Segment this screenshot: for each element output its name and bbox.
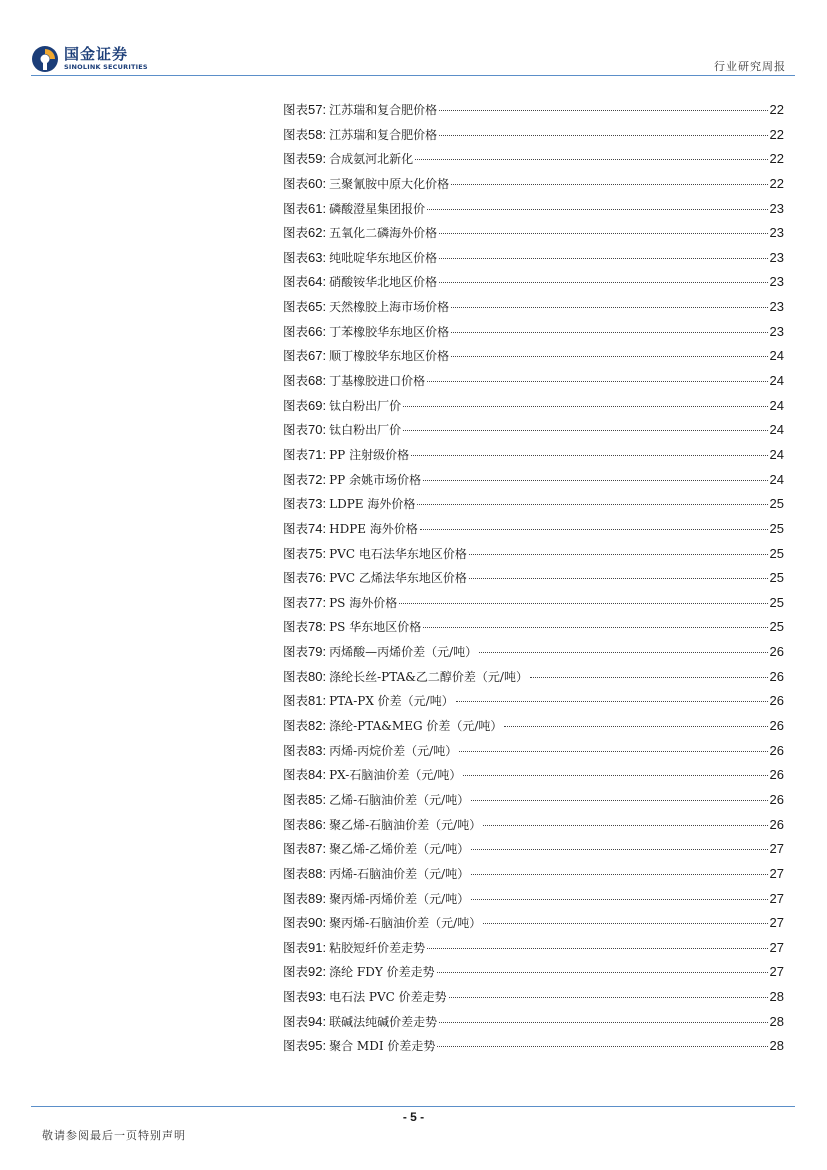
toc-entry-colon: : — [322, 175, 327, 191]
toc-entry-leader — [439, 135, 767, 136]
toc-entry-prefix: 图表 — [283, 594, 309, 610]
toc-entry-leader — [451, 307, 767, 308]
toc-entry-colon: : — [322, 446, 327, 462]
toc-entry-colon: : — [322, 225, 327, 241]
footer-disclaimer: 敬请参阅最后一页特别声明 — [42, 1129, 186, 1142]
toc-entry-prefix: 图表 — [283, 323, 309, 339]
toc-entry-page: 26 — [769, 644, 784, 660]
toc-entry-number: 82 — [308, 718, 323, 734]
toc-entry-number: 90 — [308, 915, 323, 931]
toc-entry-prefix: 图表 — [283, 964, 309, 980]
toc-entry-title: HDPE 海外价格 — [329, 521, 418, 536]
toc-entry-page: 23 — [769, 299, 784, 315]
toc-entry-title: 钛白粉出厂价 — [329, 423, 402, 438]
toc-entry-title: 天然橡胶上海市场价格 — [329, 300, 450, 315]
toc-entry-title: PVC 乙烯法华东地区价格 — [329, 571, 467, 586]
toc-entry-page: 28 — [769, 1038, 784, 1054]
toc-entry-page: 25 — [769, 496, 784, 512]
toc-entry-prefix: 图表 — [283, 668, 309, 684]
toc-entry-leader — [449, 997, 768, 998]
toc-entry-prefix: 图表 — [283, 1038, 309, 1054]
toc-entry-leader — [427, 381, 767, 382]
toc-entry-title: 粘胶短纤价差走势 — [329, 940, 426, 955]
toc-entry-title: 聚乙烯-乙烯价差（元/吨） — [329, 842, 470, 857]
toc-entry-colon: : — [322, 767, 327, 783]
toc-entry[interactable] — [283, 691, 784, 716]
toc-entry-colon: : — [322, 816, 327, 832]
toc-entry-page: 26 — [769, 742, 784, 758]
toc-entry-number: 71 — [308, 446, 323, 462]
toc-entry-page: 24 — [769, 446, 784, 462]
toc-entry-leader — [420, 529, 768, 530]
toc-entry-leader — [463, 775, 767, 776]
toc-entry-title: LDPE 海外价格 — [329, 497, 416, 512]
toc-entry[interactable] — [283, 149, 784, 174]
toc-entry-number: 88 — [308, 865, 323, 881]
toc-entry-prefix: 图表 — [283, 496, 309, 512]
toc-entry-title: 合成氨河北新化 — [329, 152, 414, 167]
logo-chinese-name: 国金证券 — [64, 45, 129, 64]
toc-entry-leader — [423, 480, 767, 481]
toc-entry[interactable] — [283, 987, 784, 1012]
toc-entry-leader — [399, 603, 767, 604]
toc-entry-colon: : — [322, 693, 327, 709]
toc-entry-page: 26 — [769, 816, 784, 832]
toc-entry-number: 58 — [308, 126, 323, 142]
toc-entry-title: 涤纶长丝-PTA&乙二醇价差（元/吨） — [329, 669, 528, 684]
toc-entry-page: 23 — [769, 200, 784, 216]
toc-entry-leader — [427, 948, 767, 949]
toc-entry-page: 24 — [769, 373, 784, 389]
toc-entry[interactable] — [283, 864, 784, 889]
toc-entry-page: 27 — [769, 939, 784, 955]
toc-entry-colon: : — [322, 496, 327, 512]
toc-entry-number: 68 — [308, 373, 323, 389]
toc-entry-prefix: 图表 — [283, 151, 309, 167]
toc-entry[interactable] — [283, 174, 784, 199]
toc-entry[interactable] — [283, 322, 784, 347]
toc-entry-leader — [483, 923, 767, 924]
toc-entry[interactable] — [283, 741, 784, 766]
toc-entry-page: 26 — [769, 718, 784, 734]
toc-entry-prefix: 图表 — [283, 422, 309, 438]
toc-entry-colon: : — [322, 299, 327, 315]
toc-entry-prefix: 图表 — [283, 175, 309, 191]
logo-mark-icon — [31, 45, 59, 73]
toc-entry-page: 24 — [769, 471, 784, 487]
toc-entry-colon: : — [322, 545, 327, 561]
toc-entry-prefix: 图表 — [283, 446, 309, 462]
toc-entry[interactable] — [283, 519, 784, 544]
toc-entry-leader — [403, 406, 767, 407]
toc-entry-number: 72 — [308, 471, 323, 487]
toc-entry-number: 59 — [308, 151, 323, 167]
toc-entry-page: 22 — [769, 151, 784, 167]
toc-entry-leader — [451, 356, 767, 357]
toc-entry-colon: : — [322, 373, 327, 389]
toc-entry-title: 江苏瑞和复合肥价格 — [329, 103, 438, 117]
toc-entry[interactable] — [283, 1036, 784, 1061]
toc-entry-colon: : — [322, 151, 327, 167]
toc-entry[interactable] — [283, 125, 784, 150]
toc-entry-colon: : — [322, 594, 327, 610]
toc-entry-title: PP 注射级价格 — [329, 447, 410, 462]
toc-entry[interactable] — [283, 962, 784, 987]
toc-entry-prefix: 图表 — [283, 1013, 309, 1029]
toc-entry-title: 丙烯酸—丙烯价差（元/吨） — [329, 645, 478, 660]
toc-entry-page: 23 — [769, 323, 784, 339]
toc-entry-number: 83 — [308, 742, 323, 758]
header-divider — [31, 75, 795, 76]
toc-entry-leader — [471, 800, 767, 801]
toc-entry-leader — [471, 849, 767, 850]
toc-entry-title: 纯吡啶华东地区价格 — [329, 250, 438, 265]
toc-entry-page: 22 — [769, 126, 784, 142]
toc-entry-colon: : — [322, 520, 327, 536]
toc-entry-page: 24 — [769, 397, 784, 413]
toc-entry-title: PVC 电石法华东地区价格 — [329, 546, 467, 561]
toc-entry-prefix: 图表 — [283, 915, 309, 931]
toc-entry-title: 丙烯-丙烷价差（元/吨） — [329, 743, 458, 758]
toc-entry-prefix: 图表 — [283, 570, 309, 586]
toc-entry-number: 73 — [308, 496, 323, 512]
toc-entry[interactable] — [283, 889, 784, 914]
toc-entry-number: 78 — [308, 619, 323, 635]
toc-entry-title: 钛白粉出厂价 — [329, 398, 402, 413]
toc-entry-leader — [427, 209, 767, 210]
toc-entry[interactable] — [283, 544, 784, 569]
toc-entry-page: 26 — [769, 767, 784, 783]
toc-entry[interactable] — [283, 100, 784, 125]
report-type: 行业研究周报 — [714, 60, 786, 73]
toc-entry-title: 聚丙烯-丙烯价差（元/吨） — [329, 891, 470, 906]
toc-entry[interactable] — [283, 593, 784, 618]
toc-entry-prefix: 图表 — [283, 718, 309, 734]
toc-entry[interactable] — [283, 396, 784, 421]
toc-entry-leader — [423, 627, 767, 628]
toc-entry[interactable] — [283, 420, 784, 445]
toc-entry-number: 64 — [308, 274, 323, 290]
toc-entry-title: 硝酸铵华北地区价格 — [329, 275, 438, 290]
toc-entry-title: 涤纶 FDY 价差走势 — [329, 965, 435, 980]
page-number: - 5 - — [402, 1110, 425, 1124]
toc-entry-prefix: 图表 — [283, 520, 309, 536]
toc-entry-number: 62 — [308, 225, 323, 241]
toc-entry-prefix: 图表 — [283, 890, 309, 906]
toc-entry-number: 91 — [308, 939, 323, 955]
toc-entry-prefix: 图表 — [283, 742, 309, 758]
toc-entry-title: PS 海外价格 — [329, 595, 398, 610]
toc-entry-leader — [479, 652, 767, 653]
toc-entry-page: 27 — [769, 915, 784, 931]
toc-entry-title: 聚乙烯-石脑油价差（元/吨） — [329, 817, 482, 832]
toc-entry-page: 27 — [769, 890, 784, 906]
toc-entry-number: 61 — [308, 200, 323, 216]
toc-entry-colon: : — [322, 939, 327, 955]
toc-entry-leader — [530, 677, 768, 678]
toc-entry-number: 86 — [308, 816, 323, 832]
toc-entry-leader — [469, 578, 768, 579]
toc-entry-colon: : — [322, 1013, 327, 1029]
toc-entry-page: 28 — [769, 989, 784, 1005]
toc-entry-colon: : — [322, 1038, 327, 1054]
toc-entry-page: 25 — [769, 545, 784, 561]
toc-entry-colon: : — [322, 718, 327, 734]
toc-entry-colon: : — [322, 865, 327, 881]
toc-entry[interactable] — [283, 790, 784, 815]
toc-entry-colon: : — [322, 989, 327, 1005]
toc-entry-colon: : — [322, 249, 327, 265]
footer-divider — [31, 1106, 795, 1107]
toc-entry-prefix: 图表 — [283, 619, 309, 635]
toc-entry[interactable] — [283, 617, 784, 642]
toc-entry-colon: : — [322, 397, 327, 413]
toc-entry[interactable] — [283, 1012, 784, 1037]
toc-entry-prefix: 图表 — [283, 299, 309, 315]
toc-entry-title: 乙烯-石脑油价差（元/吨） — [329, 792, 470, 807]
toc-entry-number: 80 — [308, 668, 323, 684]
toc-entry-prefix: 图表 — [283, 939, 309, 955]
toc-entry-colon: : — [322, 668, 327, 684]
toc-entry-page: 23 — [769, 225, 784, 241]
toc-entry-prefix: 图表 — [283, 791, 309, 807]
toc-entry-leader — [439, 1022, 767, 1023]
toc-entry[interactable] — [283, 716, 784, 741]
toc-entry-colon: : — [322, 619, 327, 635]
toc-entry-number: 95 — [308, 1038, 323, 1054]
toc-entry-colon: : — [322, 915, 327, 931]
toc-entry-colon: : — [322, 471, 327, 487]
toc-entry[interactable] — [283, 272, 784, 297]
toc-entry-leader — [437, 1046, 767, 1047]
toc-entry-number: 76 — [308, 570, 323, 586]
toc-entry-number: 63 — [308, 249, 323, 265]
toc-entry-leader — [471, 899, 767, 900]
toc-entry-page: 24 — [769, 422, 784, 438]
toc-entry-title: 联碱法纯碱价差走势 — [329, 1014, 438, 1029]
toc-entry-title: 丁基橡胶进口价格 — [329, 374, 426, 389]
toc-entry-colon: : — [322, 841, 327, 857]
toc-entry-colon: : — [322, 323, 327, 339]
toc-entry-leader — [483, 825, 767, 826]
toc-entry-prefix: 图表 — [283, 225, 309, 241]
toc-entry-title: 涤纶-PTA&MEG 价差（元/吨） — [329, 719, 503, 734]
toc-entry[interactable] — [283, 494, 784, 519]
toc-entry-prefix: 图表 — [283, 989, 309, 1005]
toc-entry-prefix: 图表 — [283, 841, 309, 857]
toc-entry[interactable] — [283, 815, 784, 840]
toc-entry-leader — [451, 184, 767, 185]
toc-entry-prefix: 图表 — [283, 471, 309, 487]
toc-entry-prefix: 图表 — [283, 373, 309, 389]
toc-entry-title: 丁苯橡胶华东地区价格 — [329, 324, 450, 339]
toc-entry-colon: : — [322, 890, 327, 906]
toc-entry-leader — [469, 554, 768, 555]
toc-entry-colon: : — [322, 422, 327, 438]
toc-entry-page: 22 — [769, 102, 784, 117]
toc-entry-title: 聚合 MDI 价差走势 — [329, 1039, 436, 1054]
toc-entry-title: 聚丙烯-石脑油价差（元/吨） — [329, 916, 482, 931]
toc-entry-colon: : — [322, 964, 327, 980]
toc-entry-number: 65 — [308, 299, 323, 315]
toc-entry-prefix: 图表 — [283, 274, 309, 290]
toc-entry-page: 25 — [769, 520, 784, 536]
toc-entry[interactable] — [283, 297, 784, 322]
toc-entry-prefix: 图表 — [283, 865, 309, 881]
toc-entry-number: 60 — [308, 175, 323, 191]
toc-entry-page: 26 — [769, 693, 784, 709]
toc-entry-leader — [403, 430, 767, 431]
toc-entry-colon: : — [322, 348, 327, 364]
toc-entry[interactable] — [283, 568, 784, 593]
toc-entry-leader — [437, 972, 768, 973]
toc-entry-number: 79 — [308, 644, 323, 660]
toc-entry-number: 85 — [308, 791, 323, 807]
toc-entry[interactable] — [283, 913, 784, 938]
toc-entry-title: 江苏瑞和复合肥价格 — [329, 127, 438, 142]
toc-entry[interactable] — [283, 642, 784, 667]
toc-entry-prefix: 图表 — [283, 767, 309, 783]
toc-entry-prefix: 图表 — [283, 816, 309, 832]
toc-entry-page: 25 — [769, 594, 784, 610]
toc-entry-page: 25 — [769, 619, 784, 635]
toc-entry-page: 28 — [769, 1013, 784, 1029]
toc-entry-number: 69 — [308, 397, 323, 413]
toc-entry-prefix: 图表 — [283, 102, 309, 117]
toc-entry-prefix: 图表 — [283, 249, 309, 265]
toc-entry-page: 27 — [769, 865, 784, 881]
toc-entry-title: PS 华东地区价格 — [329, 620, 422, 635]
toc-entry-colon: : — [322, 126, 327, 142]
toc-entry-page: 22 — [769, 175, 784, 191]
toc-entry[interactable] — [283, 470, 784, 495]
toc-entry[interactable] — [283, 199, 784, 224]
toc-entry-prefix: 图表 — [283, 348, 309, 364]
toc-entry-number: 66 — [308, 323, 323, 339]
toc-entry-leader — [451, 332, 767, 333]
toc-entry-title: 三聚氰胺中原大化价格 — [329, 176, 450, 191]
toc-entry-prefix: 图表 — [283, 126, 309, 142]
toc-entry-leader — [411, 455, 767, 456]
toc-entry-number: 67 — [308, 348, 323, 364]
toc-entry-number: 81 — [308, 693, 323, 709]
toc-entry-number: 70 — [308, 422, 323, 438]
toc-entry-number: 75 — [308, 545, 323, 561]
toc-entry-number: 89 — [308, 890, 323, 906]
toc-entry-number: 84 — [308, 767, 323, 783]
toc-entry-leader — [415, 159, 767, 160]
toc-entry-number: 74 — [308, 520, 323, 536]
toc-entry[interactable] — [283, 371, 784, 396]
toc-entry[interactable] — [283, 938, 784, 963]
table-of-figures — [283, 100, 784, 1061]
toc-entry-number: 93 — [308, 989, 323, 1005]
toc-entry-number: 87 — [308, 841, 323, 857]
toc-entry-colon: : — [322, 200, 327, 216]
toc-entry-colon: : — [322, 274, 327, 290]
toc-entry-title: 电石法 PVC 价差走势 — [329, 990, 447, 1005]
toc-entry[interactable] — [283, 346, 784, 371]
toc-entry-leader — [471, 874, 767, 875]
toc-entry-colon: : — [322, 644, 327, 660]
toc-entry[interactable] — [283, 765, 784, 790]
toc-entry-page: 24 — [769, 348, 784, 364]
toc-entry-number: 94 — [308, 1013, 323, 1029]
toc-entry-page: 27 — [769, 964, 784, 980]
toc-entry[interactable] — [283, 839, 784, 864]
toc-entry-leader — [439, 282, 767, 283]
toc-entry-page: 23 — [769, 274, 784, 290]
toc-entry-leader — [439, 110, 767, 111]
toc-entry-prefix: 图表 — [283, 200, 309, 216]
toc-entry-title: 五氧化二磷海外价格 — [329, 226, 438, 241]
toc-entry-title: 顺丁橡胶华东地区价格 — [329, 349, 450, 364]
toc-entry-prefix: 图表 — [283, 644, 309, 660]
toc-entry-page: 25 — [769, 570, 784, 586]
toc-entry-page: 26 — [769, 791, 784, 807]
toc-entry[interactable] — [283, 248, 784, 273]
toc-entry-colon: : — [322, 791, 327, 807]
toc-entry-leader — [456, 701, 768, 702]
toc-entry-title: 磷酸澄星集团报价 — [329, 201, 426, 216]
toc-entry-title: PTA-PX 价差（元/吨） — [329, 694, 454, 709]
toc-entry[interactable] — [283, 667, 784, 692]
toc-entry-title: 丙烯-石脑油价差（元/吨） — [329, 866, 470, 881]
page-header — [0, 0, 827, 80]
toc-entry-prefix: 图表 — [283, 397, 309, 413]
toc-entry-prefix: 图表 — [283, 693, 309, 709]
toc-entry-page: 23 — [769, 249, 784, 265]
toc-entry-leader — [439, 233, 767, 234]
toc-entry-leader — [417, 504, 767, 505]
toc-entry-title: PX-石脑油价差（元/吨） — [329, 768, 462, 783]
toc-entry-page: 26 — [769, 668, 784, 684]
toc-entry-number: 92 — [308, 964, 323, 980]
toc-entry-page: 27 — [769, 841, 784, 857]
toc-entry-colon: : — [322, 742, 327, 758]
toc-entry-number: 57 — [308, 102, 323, 117]
toc-entry-number: 77 — [308, 594, 323, 610]
toc-entry[interactable] — [283, 445, 784, 470]
toc-entry-leader — [459, 751, 767, 752]
sinolink-logo — [31, 45, 148, 73]
toc-entry-leader — [504, 726, 767, 727]
toc-entry-leader — [439, 258, 767, 259]
logo-english-name: SINOLINK SECURITIES — [64, 63, 148, 72]
toc-entry-title: PP 余姚市场价格 — [329, 472, 422, 487]
toc-entry-colon: : — [322, 570, 327, 586]
toc-entry-colon: : — [322, 102, 327, 117]
toc-entry-prefix: 图表 — [283, 545, 309, 561]
toc-entry[interactable] — [283, 223, 784, 248]
